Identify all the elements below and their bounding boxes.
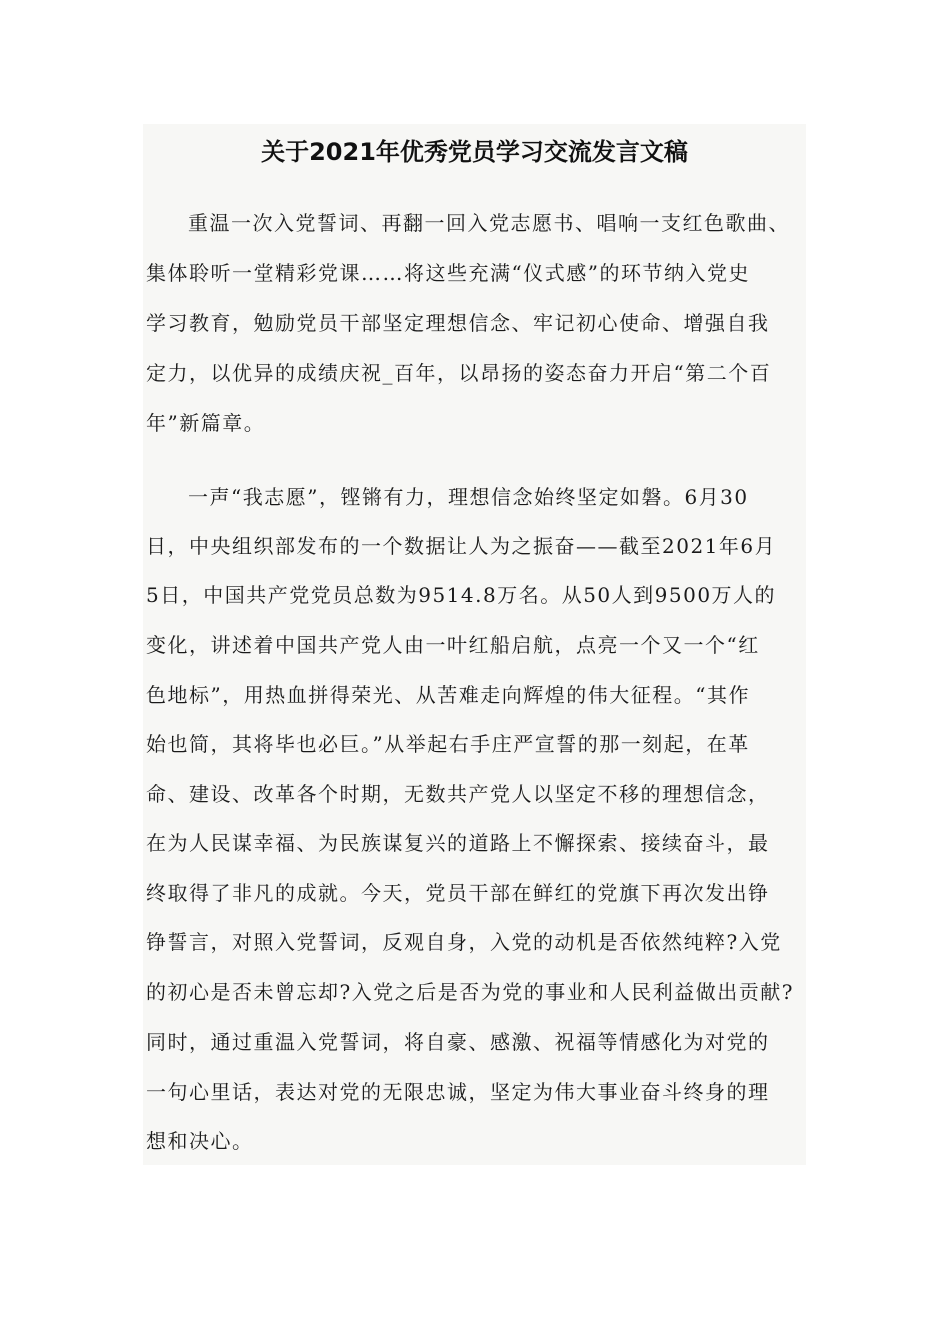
- paragraph-2-line-10: 铮誓言，对照入党誓词，反观自身，入党的动机是否依然纯粹?入党: [146, 930, 782, 954]
- paragraph-2-line-11: 的初心是否未曾忘却?入党之后是否为党的事业和人民利益做出贡献?: [146, 980, 794, 1004]
- paragraph-2-line-4: 变化，讲述着中国共产党人由一叶红船启航，点亮一个又一个“红: [146, 633, 760, 657]
- paragraph-2-line-7: 命、建设、改革各个时期，无数共产党人以坚定不移的理想信念，: [146, 782, 770, 806]
- paragraph-2-line-13: 一句心里话，表达对党的无限忠诚，坚定为伟大事业奋斗终身的理: [146, 1080, 770, 1104]
- paragraph-2-line-12: 同时，通过重温入党誓词，将自豪、感激、祝福等情感化为对党的: [146, 1030, 770, 1054]
- paragraph-2-line-1: 一声“我志愿”，铿锵有力，理想信念始终坚定如磐。6月30: [188, 485, 749, 509]
- paragraph-1-line-1: 重温一次入党誓词、再翻一回入党志愿书、唱响一支红色歌曲、: [188, 211, 790, 235]
- paragraph-1-line-4: 定力，以优异的成绩庆祝_百年，以昂扬的姿态奋力开启“第二个百: [146, 361, 772, 385]
- paragraph-1-line-5: 年”新篇章。: [146, 411, 266, 435]
- paragraph-2-line-3: 5日，中国共产党党员总数为9514.8万名。从50人到9500万人的: [146, 583, 777, 607]
- paragraph-2-line-8: 在为人民谋幸福、为民族谋复兴的道路上不懈探索、接续奋斗，最: [146, 831, 770, 855]
- paragraph-2-line-14: 想和决心。: [146, 1129, 254, 1153]
- paragraph-2-line-5: 色地标”，用热血拼得荣光、从苦难走向辉煌的伟大征程。“其作: [146, 683, 750, 707]
- paragraph-1-line-3: 学习教育，勉励党员干部坚定理想信念、牢记初心使命、增强自我: [146, 311, 770, 335]
- paragraph-2-line-6: 始也简，其将毕也必巨。”从举起右手庄严宣誓的那一刻起，在革: [146, 732, 750, 756]
- paragraph-2-line-9: 终取得了非凡的成就。今天，党员干部在鲜红的党旗下再次发出铮: [146, 881, 770, 905]
- document-title: 关于2021年优秀党员学习交流发言文稿: [261, 138, 688, 166]
- paragraph-2-line-2: 日，中央组织部发布的一个数据让人为之振奋——截至2021年6月: [146, 534, 777, 558]
- paragraph-1-line-2: 集体聆听一堂精彩党课……将这些充满“仪式感”的环节纳入党史: [146, 261, 750, 285]
